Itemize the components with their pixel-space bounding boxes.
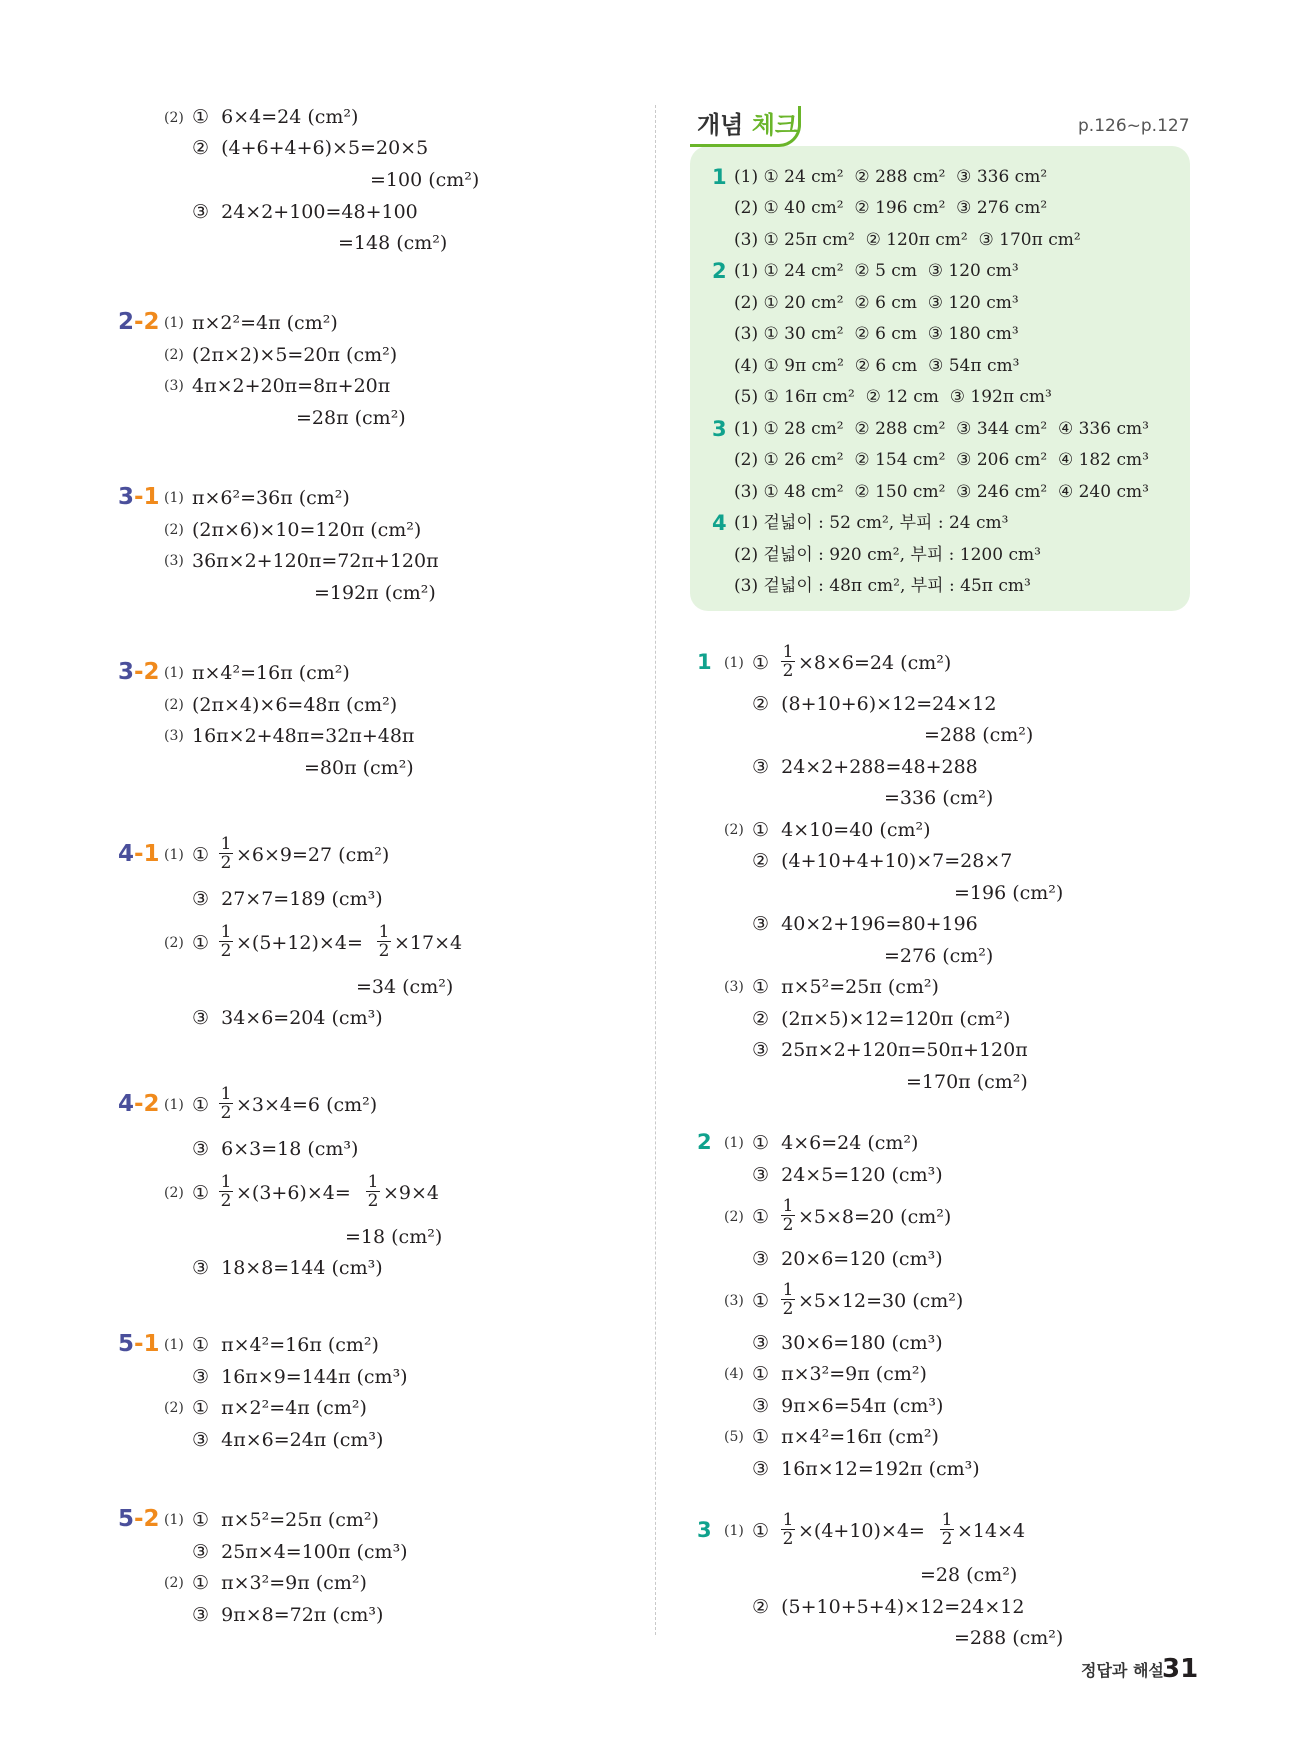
sub-label: (2): [724, 1209, 744, 1225]
solution-line: ③ 25π×4=100π (cm³): [192, 1541, 408, 1563]
panel-line: (2) ① 20 cm² ② 6 cm ③ 120 cm³: [734, 293, 1019, 313]
solution-line: ② (8+10+6)×12=24×12: [752, 693, 997, 715]
sub-label: (3): [164, 553, 184, 569]
solution-line: ③ 40×2+196=80+196: [752, 913, 978, 935]
solution-line: ×9×4: [383, 1182, 440, 1204]
sub-label: (4): [724, 1366, 744, 1382]
panel-title: 개념 체크: [697, 111, 799, 139]
sub-label: (1): [164, 1337, 184, 1353]
sub-label: (3): [164, 378, 184, 394]
solution-line: ① π×2²=4π (cm²): [192, 1397, 367, 1419]
circled-number: ①: [752, 1206, 770, 1228]
sub-label: (1): [164, 847, 184, 863]
solution-line: ② (4+6+4+6)×5=20×5: [192, 137, 429, 159]
solution-line: ① 4×10=40 (cm²): [752, 819, 931, 841]
sub-label: (1): [164, 1512, 184, 1528]
fraction-half: $\frac{1}{2}$: [782, 1510, 794, 1549]
problem-label-5-1: 5-1: [118, 1331, 160, 1357]
solution-line: ×14×4: [957, 1520, 1026, 1542]
solution-line: =192π (cm²): [314, 582, 436, 604]
solution-line: ③ 27×7=189 (cm³): [192, 888, 383, 910]
solution-line: 16π×2+48π=32π+48π: [192, 725, 415, 747]
panel-line: (3) ① 48 cm² ② 150 cm² ③ 246 cm² ④ 240 cm³: [734, 482, 1149, 502]
sub-label: (2): [164, 522, 184, 538]
solution-line: ③ 34×6=204 (cm³): [192, 1007, 383, 1029]
sub-label: (2): [724, 822, 744, 838]
page-reference: p.126~p.127: [1078, 116, 1190, 136]
fraction-half: $\frac{1}{2}$: [220, 1084, 232, 1123]
panel-line: (1) 겉넓이 : 52 cm², 부피 : 24 cm³: [734, 513, 1009, 533]
sub-label: (5): [724, 1429, 744, 1445]
solution-line: ×(3+6)×4=: [236, 1182, 351, 1204]
solution-line: (2π×6)×10=120π (cm²): [192, 519, 422, 541]
circled-number: ①: [192, 844, 210, 866]
solution-line: =28π (cm²): [296, 407, 406, 429]
sub-label: (2): [164, 1185, 184, 1201]
sub-label: (3): [724, 979, 744, 995]
solution-line: ③ 9π×8=72π (cm³): [192, 1604, 384, 1626]
problem-label-4-2: 4-2: [118, 1091, 160, 1117]
sub-label: (2): [164, 935, 184, 951]
panel-line: (1) ① 28 cm² ② 288 cm² ③ 344 cm² ④ 336 cm³: [734, 419, 1149, 439]
panel-line: (2) ① 40 cm² ② 196 cm² ③ 276 cm²: [734, 198, 1048, 218]
panel-line: (3) 겉넓이 : 48π cm², 부피 : 45π cm³: [734, 576, 1031, 596]
circled-number: ①: [192, 1182, 210, 1204]
solution-line: ③ 25π×2+120π=50π+120π: [752, 1039, 1028, 1061]
solution-line: ③ 6×3=18 (cm³): [192, 1138, 359, 1160]
solution-line: 4π×2+20π=8π+20π: [192, 375, 391, 397]
solution-line: ② (2π×5)×12=120π (cm²): [752, 1008, 1011, 1030]
circled-number: ①: [192, 932, 210, 954]
fraction-half: $\frac{1}{2}$: [367, 1172, 379, 1211]
solution-line: ③ 16π×12=192π (cm³): [752, 1458, 980, 1480]
panel-line: (3) ① 30 cm² ② 6 cm ③ 180 cm³: [734, 324, 1019, 344]
problem-label-5-2: 5-2: [118, 1506, 160, 1532]
panel-number: 1: [712, 165, 727, 189]
solution-line: (2π×2)×5=20π (cm²): [192, 344, 398, 366]
sub-label: (1): [724, 1135, 744, 1151]
circled-number: ①: [752, 1520, 770, 1542]
solution-line: ③ 20×6=120 (cm³): [752, 1248, 943, 1270]
problem-label-2-2: 2-2: [118, 309, 160, 335]
solution-line: ×(5+12)×4=: [236, 932, 363, 954]
solution-line: ① π×4²=16π (cm²): [752, 1426, 939, 1448]
solution-line: =276 (cm²): [884, 945, 994, 967]
sub-label: (1): [164, 315, 184, 331]
problem-label-3-2: 3-2: [118, 659, 160, 685]
sub-label: (2): [164, 110, 184, 126]
solution-line: ① 4×6=24 (cm²): [752, 1132, 919, 1154]
solution-line: =196 (cm²): [954, 882, 1064, 904]
fraction-half: $\frac{1}{2}$: [220, 834, 232, 873]
solution-line: =34 (cm²): [356, 976, 454, 998]
sub-label: (2): [164, 347, 184, 363]
sub-label: (1): [724, 655, 744, 671]
solution-line: =336 (cm²): [884, 787, 994, 809]
fraction-half: $\frac{1}{2}$: [782, 1280, 794, 1319]
solution-line: 36π×2+120π=72π+120π: [192, 550, 439, 572]
column-divider: [655, 105, 656, 1635]
solution-line: ③ 24×2+100=48+100: [192, 201, 418, 223]
solution-line: =288 (cm²): [924, 724, 1034, 746]
solution-line: =100 (cm²): [370, 169, 480, 191]
solution-line: ×3×4=6 (cm²): [236, 1094, 378, 1116]
fraction-half: $\frac{1}{2}$: [378, 922, 390, 961]
panel-line: (1) ① 24 cm² ② 5 cm ③ 120 cm³: [734, 261, 1019, 281]
panel-line: (1) ① 24 cm² ② 288 cm² ③ 336 cm²: [734, 167, 1048, 187]
solution-line: =28 (cm²): [920, 1564, 1018, 1586]
solution-line: ×6×9=27 (cm²): [236, 844, 390, 866]
solution-line: =288 (cm²): [954, 1627, 1064, 1649]
solution-line: ③ 9π×6=54π (cm³): [752, 1395, 944, 1417]
problem-number: 3: [697, 1518, 712, 1542]
solution-line: ② (4+10+4+10)×7=28×7: [752, 850, 1013, 872]
solution-line: ① π×3²=9π (cm²): [192, 1572, 367, 1594]
solution-line: ×(4+10)×4=: [798, 1520, 925, 1542]
sub-label: (2): [164, 1400, 184, 1416]
solution-line: ① 6×4=24 (cm²): [192, 106, 359, 128]
solution-line: ③ 30×6=180 (cm³): [752, 1332, 943, 1354]
solution-line: ×5×8=20 (cm²): [798, 1206, 952, 1228]
solution-line: ③ 16π×9=144π (cm³): [192, 1366, 408, 1388]
solution-line: =80π (cm²): [304, 757, 414, 779]
panel-line: (2) 겉넓이 : 920 cm², 부피 : 1200 cm³: [734, 545, 1041, 565]
solution-line: π×2²=4π (cm²): [192, 312, 338, 334]
panel-number: 2: [712, 259, 727, 283]
fraction-half: $\frac{1}{2}$: [220, 922, 232, 961]
fraction-half: $\frac{1}{2}$: [782, 642, 794, 681]
panel-number: 3: [712, 417, 727, 441]
solution-line: ③ 24×2+288=48+288: [752, 756, 978, 778]
page-number: 31: [1162, 1654, 1199, 1684]
solution-line: ×5×12=30 (cm²): [798, 1290, 964, 1312]
sub-label: (2): [164, 697, 184, 713]
problem-label-3-1: 3-1: [118, 484, 160, 510]
fraction-half: $\frac{1}{2}$: [782, 1196, 794, 1235]
sub-label: (1): [164, 490, 184, 506]
sub-label: (2): [164, 1575, 184, 1591]
problem-label-4-1: 4-1: [118, 841, 160, 867]
solution-line: ① π×5²=25π (cm²): [752, 976, 939, 998]
sub-label: (3): [164, 728, 184, 744]
panel-line: (2) ① 26 cm² ② 154 cm² ③ 206 cm² ④ 182 cm³: [734, 450, 1149, 470]
solution-line: =148 (cm²): [338, 232, 448, 254]
footer-title: 정답과 해설: [1081, 1661, 1164, 1680]
solution-line: ① π×4²=16π (cm²): [192, 1334, 379, 1356]
problem-number: 2: [697, 1130, 712, 1154]
panel-line: (4) ① 9π cm² ② 6 cm ③ 54π cm³: [734, 356, 1020, 376]
solution-line: ① π×5²=25π (cm²): [192, 1509, 379, 1531]
solution-line: ×8×6=24 (cm²): [798, 652, 952, 674]
solution-line: ③ 24×5=120 (cm³): [752, 1164, 943, 1186]
panel-line: (5) ① 16π cm² ② 12 cm ③ 192π cm³: [734, 387, 1052, 407]
sub-label: (1): [164, 1097, 184, 1113]
solution-line: ×17×4: [394, 932, 463, 954]
circled-number: ①: [192, 1094, 210, 1116]
fraction-half: $\frac{1}{2}$: [220, 1172, 232, 1211]
problem-number: 1: [697, 650, 712, 674]
solution-line: ② (5+10+5+4)×12=24×12: [752, 1596, 1025, 1618]
solution-line: (2π×4)×6=48π (cm²): [192, 694, 398, 716]
sub-label: (1): [164, 665, 184, 681]
circled-number: ①: [752, 652, 770, 674]
sub-label: (1): [724, 1523, 744, 1539]
solution-line: =170π (cm²): [906, 1071, 1028, 1093]
circled-number: ①: [752, 1290, 770, 1312]
fraction-half: $\frac{1}{2}$: [941, 1510, 953, 1549]
solution-line: ③ 18×8=144 (cm³): [192, 1257, 383, 1279]
solution-line: π×4²=16π (cm²): [192, 662, 350, 684]
panel-line: (3) ① 25π cm² ② 120π cm² ③ 170π cm²: [734, 230, 1081, 250]
solution-line: =18 (cm²): [345, 1226, 443, 1248]
panel-number: 4: [712, 511, 727, 535]
solution-line: ③ 4π×6=24π (cm³): [192, 1429, 384, 1451]
solution-line: π×6²=36π (cm²): [192, 487, 350, 509]
solution-line: ① π×3²=9π (cm²): [752, 1363, 927, 1385]
sub-label: (3): [724, 1293, 744, 1309]
